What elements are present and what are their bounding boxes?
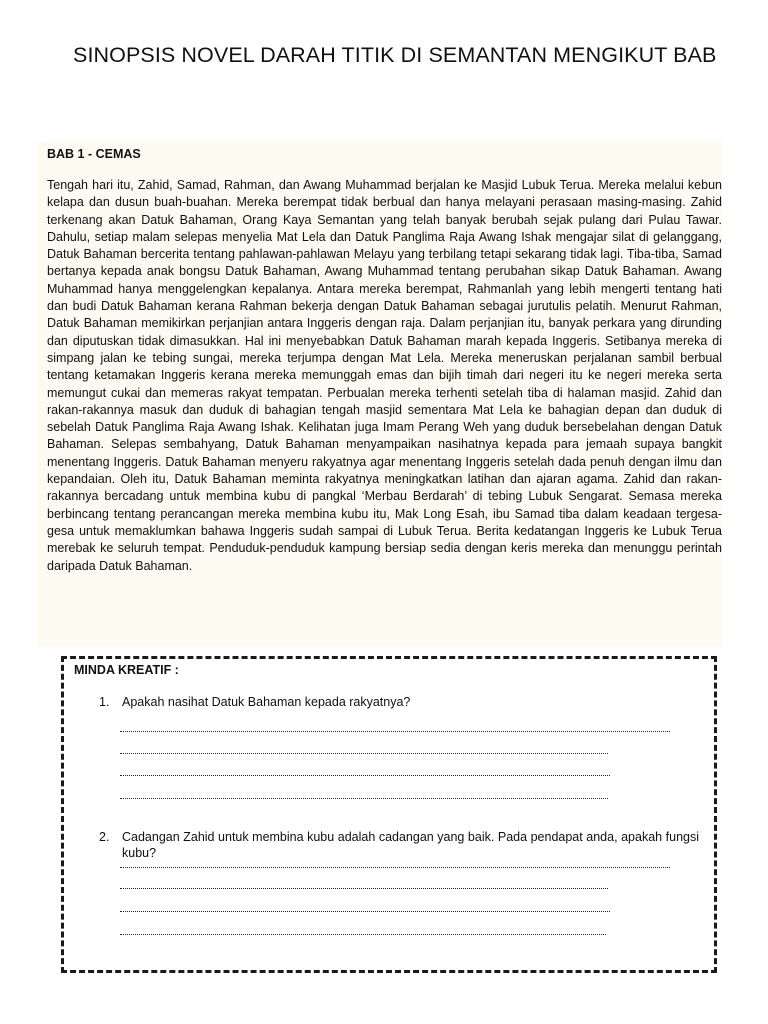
answer-line[interactable] xyxy=(120,775,610,776)
minda-kreatif-title: MINDA KREATIF : xyxy=(74,663,179,677)
answer-line[interactable] xyxy=(120,934,606,935)
document-title: SINOPSIS NOVEL DARAH TITIK DI SEMANTAN MENGIKUT BAB xyxy=(73,43,717,67)
answer-line[interactable] xyxy=(120,911,610,912)
question-number: 1. xyxy=(99,695,110,709)
answer-line[interactable] xyxy=(120,888,608,889)
answer-line[interactable] xyxy=(120,867,670,868)
bab-synopsis-text: Tengah hari itu, Zahid, Samad, Rahman, dan Awang Muhammad berjalan ke Masjid Lubuk Terua. Mereka melalui kebun kelapa dan dusun buah-buahan. Mereka berempat tidak berbual dan hanya melayani perasaan masing-masing. Zahid terkenang akan Datuk Bahaman, Orang Kaya Semantan yang telah banyak berubah sejak pulang dari Pulau Tawar. Dahulu, setiap malam selepas menyelia Mat Lela dan Datuk Panglima Raja Awang Ishak mengajar silat di gelanggang, Datuk Bahaman bercerita tentang pahlawan-pahlawan Melayu yang terbilang tetapi sekarang tidak lagi. Tiba-tiba, Samad bertanya kepada anak bongsu Datuk Bahaman, Awang Muhammad tentang perubahan sikap Datuk Bahaman. Awang Muhammad hanya menggelengkan kepalanya. Antara mereka berempat, Rahmanlah yang lebih mengerti tentang hati dan budi Datuk Bahaman kerana Rahman bekerja dengan Datuk Bahaman sebagai jurutulis pelatih. Menurut Rahman, Datuk Bahaman memikirkan perjanjian antara Inggeris dengan raja. Dalam perjanjian itu, banyak perkara yang dirunding dan diputuskan tidak dimasukkan. Hal ini menyebabkan Datuk Bahaman marah kepada Inggeris. Setibanya mereka di simpang jalan ke tebing sungai, mereka terjumpa dengan Mat Lela. Mereka meneruskan perjalanan sambil berbual tentang ketamakan Inggeris kerana mereka memunggah emas dan bijih timah dari negeri itu ke negeri mereka serta memungut cukai dan memeras rakyat tempatan. Perbualan mereka terhenti setelah tiba di halaman masjid. Zahid dan rakan-rakannya masuk dan duduk di bahagian tengah masjid sementara Mat Lela ke bahagian depan dan duduk di sebelah Datuk Panglima Raja Awang Ishak. Kelihatan juga Imam Perang Weh yang duduk bersebelahan dengan Datuk Bahaman. Selepas sembahyang, Datuk Bahaman menyampaikan nasihatnya kepada para jemaah supaya bangkit menentang Inggeris. Datuk Bahaman menyeru rakyatnya agar menentang Inggeris setelah dada penuh dengan ilmu dan kepandaian. Oleh itu, Datuk Bahaman meminta rakyatnya meningkatkan latihan dan ajaran agama. Zahid dan rakan-rakannya bercadang untuk membina kubu di pangkal ‘Merbau Berdarah’ di tebing Lubuk Sengarat. Semasa mereka berbincang tentang perancangan mereka membina kubu itu, Mak Long Esah, ibu Samad tiba dalam keadaan tergesa-gesa untuk memaklumkan bahawa Inggeris sudah sampai di Lubuk Terua. Berita kedatangan Inggeris ke Lubuk Terua merebak ke seluruh tempat. Penduduk-penduduk kampung bersiap sedia dengan keris mereka dan menunggu perintah daripada Datuk Bahaman. xyxy=(47,178,722,573)
minda-kreatif-box xyxy=(61,656,717,973)
bab-1-section xyxy=(38,141,722,647)
answer-line[interactable] xyxy=(120,753,608,754)
question-number: 2. xyxy=(99,830,110,844)
question-text: Cadangan Zahid untuk membina kubu adalah cadangan yang baik. Pada pendapat anda, apakah fungsi kubu? xyxy=(122,830,699,860)
bab-heading: BAB 1 - CEMAS xyxy=(47,147,141,161)
answer-line[interactable] xyxy=(120,731,670,732)
question-text: Apakah nasihat Datuk Bahaman kepada rakyatnya? xyxy=(122,695,411,709)
answer-line[interactable] xyxy=(120,798,608,799)
